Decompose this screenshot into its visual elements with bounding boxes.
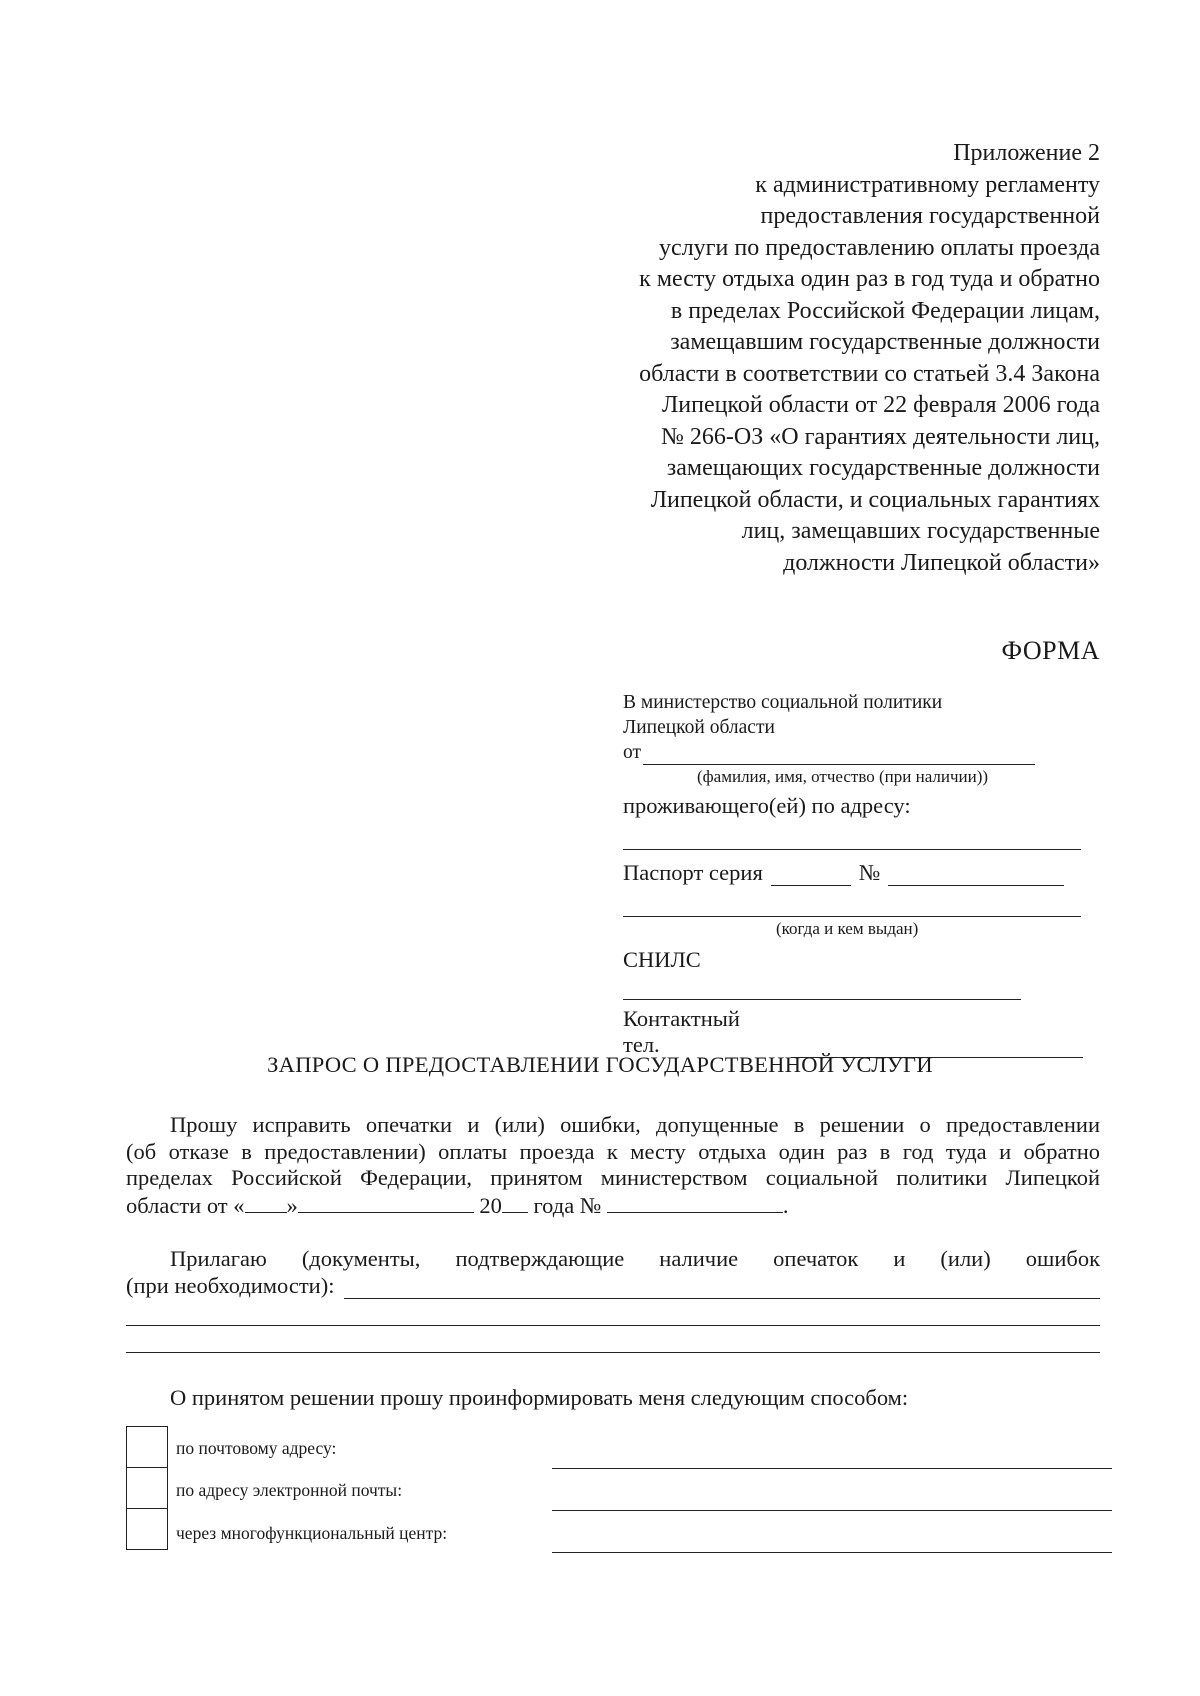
- annex-line: в пределах Российской Федерации лицам,: [670, 297, 1100, 324]
- annex-line: должности Липецкой области»: [783, 549, 1100, 576]
- attachments-paragraph: [126, 1246, 1100, 1353]
- annex-line: замещавшим государственные должности: [670, 329, 1100, 355]
- annex-line: Приложение 2: [953, 140, 1100, 166]
- passport-series-field[interactable]: [771, 865, 851, 886]
- email-field[interactable]: [552, 1510, 1112, 1511]
- checkbox-email[interactable]: [126, 1467, 168, 1509]
- annex-line: области в соответствии со статьей 3.4 Закона: [639, 360, 1100, 387]
- date-day-field[interactable]: [245, 1192, 287, 1213]
- snils-field[interactable]: [623, 979, 1021, 1000]
- attachments-field-3[interactable]: [126, 1330, 1100, 1353]
- snils-label: СНИЛС: [623, 947, 701, 972]
- annex-line: Липецкой области, и социальных гарантиях: [650, 486, 1100, 513]
- checkbox-mfc[interactable]: [126, 1508, 168, 1550]
- attach-line: Прилагаю (документы, подтверждающие наличие опечаток и (или) ошибок: [170, 1246, 1100, 1271]
- fio-hint: (фамилия, имя, отчество (при наличии)): [697, 767, 989, 786]
- postal-address-field[interactable]: [552, 1468, 1112, 1469]
- request-line: (об отказе в предоставлении) оплаты проезда к месту отдыха один раз в год туда и обратно: [126, 1138, 1100, 1164]
- date-year-field[interactable]: [502, 1192, 528, 1213]
- annex-line: предоставления государственной: [760, 203, 1100, 229]
- date-month-field[interactable]: [298, 1192, 474, 1213]
- address-field[interactable]: [623, 827, 1081, 850]
- phone-label: Контактный тел.: [623, 1006, 740, 1057]
- annex-line: лиц, замещавших государственные: [741, 518, 1100, 544]
- decision-number-field[interactable]: [607, 1192, 783, 1213]
- to-region: Липецкой области: [623, 717, 775, 738]
- annex-line: к месту отдыха один раз в год туда и обратно: [639, 266, 1100, 292]
- period: .: [782, 1192, 789, 1218]
- checkbox-postal[interactable]: [126, 1426, 168, 1468]
- mfc-field[interactable]: [552, 1552, 1112, 1553]
- annex-line: замещающих государственные должности: [666, 455, 1100, 481]
- passport-label: Паспорт серия: [623, 860, 763, 885]
- request-paragraph: [126, 1112, 1100, 1219]
- form-label: ФОРМА: [1001, 636, 1100, 665]
- annex-header: [540, 138, 1100, 579]
- addressee-block: [623, 690, 1083, 1058]
- annex-line: Липецкой области от 22 февраля 2006 года: [662, 392, 1100, 418]
- request-line: Прошу исправить опечатки и (или) ошибки, допущенные в решении о предоставлении: [170, 1112, 1100, 1137]
- request-title: ЗАПРОС О ПРЕДОСТАВЛЕНИИ ГОСУДАРСТВЕННОЙ УСЛУГИ: [267, 1052, 933, 1077]
- attachments-field[interactable]: [344, 1278, 1100, 1299]
- passport-number-field[interactable]: [888, 865, 1064, 886]
- annex-line: к административному регламенту: [755, 171, 1100, 198]
- year-prefix: 20: [479, 1192, 502, 1218]
- quote-close: »: [286, 1192, 298, 1218]
- from-fio-field[interactable]: [643, 744, 1035, 765]
- option-postal-label: по почтовому адресу:: [176, 1438, 337, 1458]
- attachments-field-2[interactable]: [126, 1303, 1100, 1326]
- decision-number-label: года №: [533, 1192, 602, 1218]
- annex-line: услуги по предоставлению оплаты проезда: [659, 234, 1100, 261]
- number-sign: №: [858, 860, 881, 885]
- passport-issued-field[interactable]: [623, 894, 1081, 917]
- option-email-label: по адресу электронной почты:: [176, 1480, 403, 1500]
- issued-hint: (когда и кем выдан): [776, 919, 919, 938]
- request-line: пределах Российской Федерации, принятом министерством социальной политики Липецкой: [126, 1165, 1100, 1190]
- date-label: области от «: [126, 1192, 245, 1218]
- option-mfc-label: через многофункциональный центр:: [176, 1523, 448, 1543]
- from-label: от: [623, 742, 642, 763]
- attach-line: (при необходимости):: [126, 1272, 335, 1298]
- inform-sentence: О принятом решении прошу проинформировать меня следующим способом:: [170, 1385, 909, 1410]
- residing-label: проживающего(ей) по адресу:: [623, 793, 911, 818]
- to-ministry: В министерство социальной политики: [623, 692, 943, 713]
- annex-line: № 266-ОЗ «О гарантиях деятельности лиц,: [661, 423, 1100, 450]
